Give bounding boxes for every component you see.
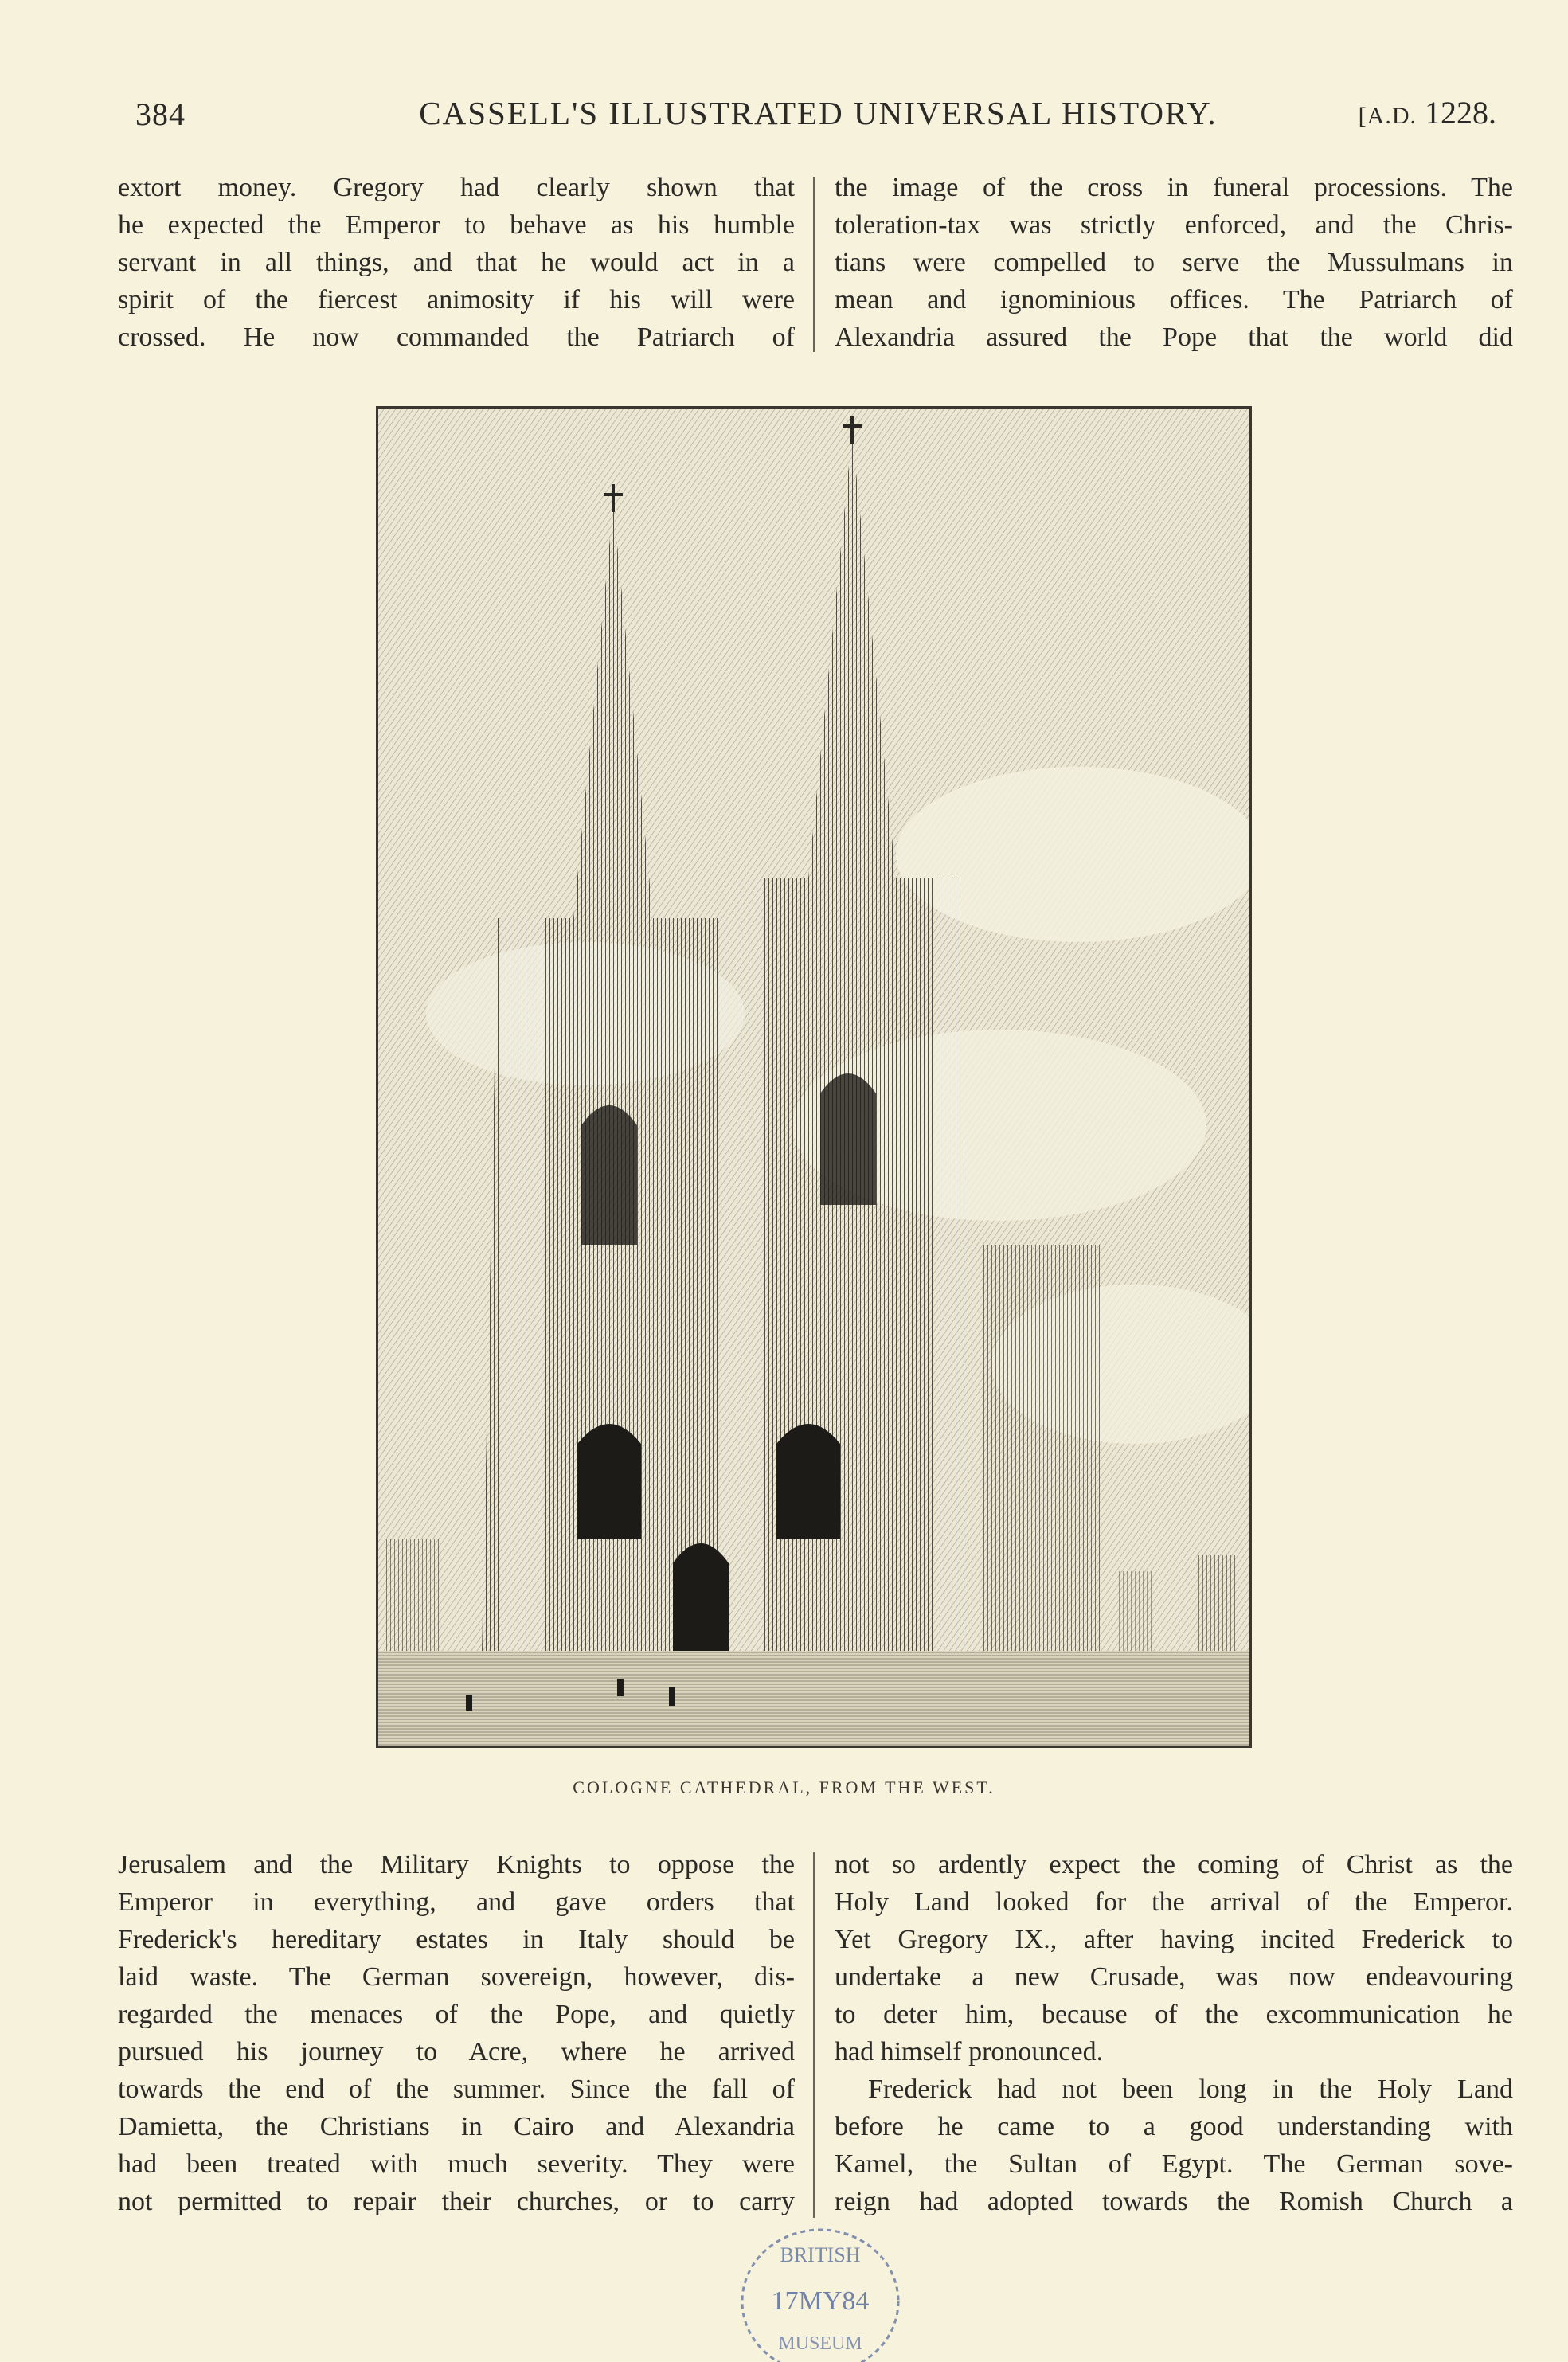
text-line: Alexandria assured the Pope that the world did bbox=[835, 323, 1513, 352]
text-line: not permitted to repair their churches, or to carry bbox=[118, 2187, 795, 2216]
page-number: 384 bbox=[135, 96, 186, 132]
text-line: toleration-tax was strictly enforced, and the Chris- bbox=[835, 210, 1513, 240]
stamp-text-top: BRITISH bbox=[780, 2243, 861, 2266]
text-line: spirit of the fiercest animosity if his will were bbox=[118, 285, 795, 315]
text-line: pursued his journey to Acre, where he arrived bbox=[118, 2037, 795, 2067]
text-line: regarded the menaces of the Pope, and quietly bbox=[118, 2000, 795, 2029]
text-line: Jerusalem and the Military Knights to oppose the bbox=[118, 1850, 795, 1879]
text-line: servant in all things, and that he would act in a bbox=[118, 248, 795, 277]
text-line: to deter him, because of the excommunication he bbox=[835, 2000, 1513, 2029]
text-line: tians were compelled to serve the Mussulmans in bbox=[835, 248, 1513, 277]
text-line: Yet Gregory IX., after having incited Frederick to bbox=[835, 1925, 1513, 1954]
text-line: towards the end of the summer. Since the fall of bbox=[118, 2075, 795, 2104]
text-line: Holy Land looked for the arrival of the Emperor. bbox=[835, 1887, 1513, 1917]
stamp-date: 17MY84 bbox=[771, 2286, 870, 2316]
date-reference bbox=[1359, 94, 1496, 131]
text-line: Frederick had not been long in the Holy Land bbox=[868, 2075, 1513, 2104]
text-line: mean and ignominious offices. The Patriarch of bbox=[835, 285, 1513, 315]
text-line: extort money. Gregory had clearly shown that bbox=[118, 173, 795, 202]
text-line: before he came to a good understanding with bbox=[835, 2112, 1513, 2141]
text-line: undertake a new Crusade, was now endeavouring bbox=[835, 1962, 1513, 1992]
figure-caption: COLOGNE CATHEDRAL, FROM THE WEST. bbox=[573, 1777, 995, 1797]
bottom-right-column bbox=[835, 1846, 1513, 2220]
text-line: Emperor in everything, and gave orders that bbox=[118, 1887, 795, 1917]
date-prefix: [A.D. bbox=[1358, 103, 1417, 129]
bottom-left-column bbox=[118, 1846, 795, 2220]
text-line: crossed. He now commanded the Patriarch of bbox=[118, 323, 795, 352]
text-line: had himself pronounced. bbox=[835, 2037, 1104, 2067]
date-year: 1228. bbox=[1425, 95, 1496, 131]
text-line: he expected the Emperor to behave as his humble bbox=[118, 210, 795, 240]
column-divider bbox=[813, 177, 815, 352]
running-title: CASSELL'S ILLUSTRATED UNIVERSAL HISTORY. bbox=[419, 95, 1218, 131]
stamp-text-bottom: MUSEUM bbox=[778, 2333, 862, 2354]
top-right-column bbox=[835, 169, 1513, 356]
cathedral-engraving bbox=[378, 409, 1249, 1746]
text-line: Kamel, the Sultan of Egypt. The German sove- bbox=[835, 2149, 1513, 2179]
column-divider bbox=[813, 1852, 815, 2218]
text-line: Frederick's hereditary estates in Italy should be bbox=[118, 1925, 795, 1954]
text-line: laid waste. The German sovereign, however, dis- bbox=[118, 1962, 795, 1992]
page-header bbox=[119, 89, 1517, 137]
text-line: the image of the cross in funeral processions. The bbox=[835, 173, 1513, 202]
cathedral-illustration bbox=[376, 406, 1252, 1748]
text-line: had been treated with much severity. They were bbox=[118, 2149, 795, 2179]
top-left-column bbox=[118, 169, 795, 356]
text-line: Damietta, the Christians in Cairo and Alexandria bbox=[118, 2112, 795, 2141]
text-line: reign had adopted towards the Romish Church a bbox=[835, 2187, 1513, 2216]
library-stamp bbox=[733, 2222, 908, 2362]
text-line: not so ardently expect the coming of Christ as the bbox=[835, 1850, 1513, 1879]
